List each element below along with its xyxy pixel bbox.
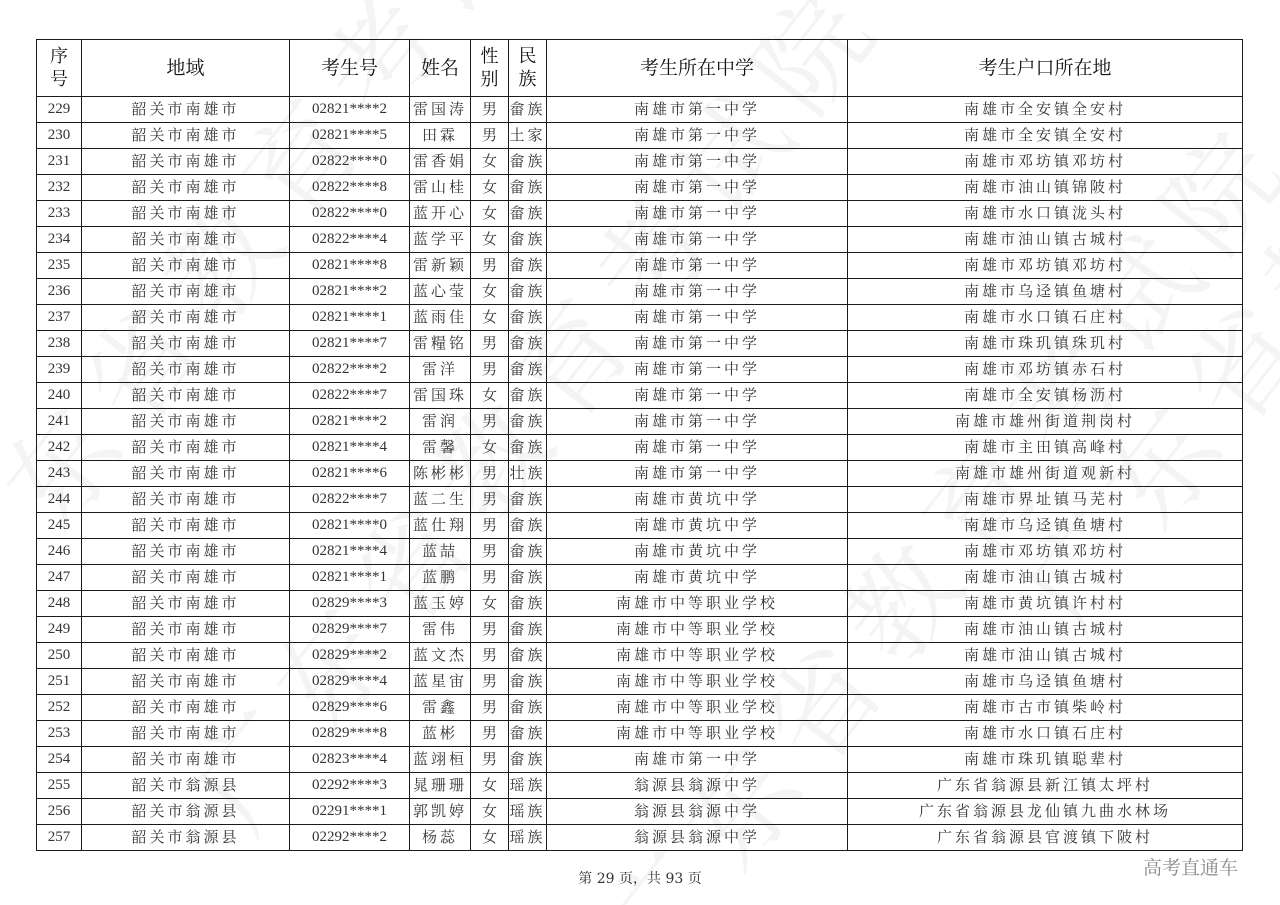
cell-name: 蓝玉婷	[410, 591, 471, 617]
header-hukou: 考生户口所在地	[848, 40, 1243, 97]
cell-index: 253	[37, 721, 82, 747]
cell-gender: 女	[471, 227, 509, 253]
candidate-table	[36, 39, 1243, 851]
cell-ethnicity: 畲族	[509, 539, 547, 565]
cell-exam-no: 02822****7	[290, 383, 410, 409]
cell-hukou: 南雄市水口镇石庄村	[848, 721, 1243, 747]
cell-gender: 女	[471, 149, 509, 175]
table-row	[37, 175, 1243, 201]
cell-region: 韶关市南雄市	[82, 591, 290, 617]
cell-ethnicity: 畲族	[509, 201, 547, 227]
cell-name: 蓝文杰	[410, 643, 471, 669]
cell-hukou: 南雄市油山镇锦陂村	[848, 175, 1243, 201]
cell-region: 韶关市南雄市	[82, 409, 290, 435]
header-index	[37, 40, 82, 97]
cell-region: 韶关市南雄市	[82, 149, 290, 175]
cell-region: 韶关市南雄市	[82, 695, 290, 721]
cell-name: 蓝仕翔	[410, 513, 471, 539]
cell-name: 蓝开心	[410, 201, 471, 227]
table-row	[37, 409, 1243, 435]
cell-exam-no: 02821****4	[290, 539, 410, 565]
table-body	[37, 97, 1243, 851]
cell-exam-no: 02829****7	[290, 617, 410, 643]
cell-gender: 男	[471, 747, 509, 773]
header-index-line1: 序	[50, 46, 68, 67]
cell-ethnicity: 畲族	[509, 357, 547, 383]
cell-gender: 女	[471, 201, 509, 227]
cell-school: 南雄市黄坑中学	[547, 513, 848, 539]
cell-gender: 女	[471, 591, 509, 617]
cell-hukou: 南雄市乌迳镇鱼塘村	[848, 279, 1243, 305]
cell-index: 246	[37, 539, 82, 565]
cell-index: 250	[37, 643, 82, 669]
cell-region: 韶关市南雄市	[82, 669, 290, 695]
cell-index: 229	[37, 97, 82, 123]
cell-exam-no: 02821****1	[290, 305, 410, 331]
cell-region: 韶关市南雄市	[82, 487, 290, 513]
cell-school: 南雄市第一中学	[547, 331, 848, 357]
table-row	[37, 461, 1243, 487]
cell-hukou: 南雄市水口镇石庄村	[848, 305, 1243, 331]
cell-exam-no: 02822****7	[290, 487, 410, 513]
cell-gender: 女	[471, 383, 509, 409]
header-gender	[471, 40, 509, 97]
table-header-row	[37, 40, 1243, 97]
table-row	[37, 591, 1243, 617]
cell-name: 晁珊珊	[410, 773, 471, 799]
table-row	[37, 799, 1243, 825]
table-row	[37, 695, 1243, 721]
cell-name: 雷伟	[410, 617, 471, 643]
cell-region: 韶关市南雄市	[82, 383, 290, 409]
cell-gender: 女	[471, 305, 509, 331]
cell-hukou: 南雄市雄州街道荆岗村	[848, 409, 1243, 435]
cell-ethnicity: 瑶族	[509, 773, 547, 799]
cell-school: 南雄市中等职业学校	[547, 591, 848, 617]
cell-gender: 男	[471, 669, 509, 695]
table-row	[37, 565, 1243, 591]
cell-exam-no: 02829****3	[290, 591, 410, 617]
cell-ethnicity: 土家	[509, 123, 547, 149]
cell-gender: 男	[471, 97, 509, 123]
cell-index: 234	[37, 227, 82, 253]
cell-gender: 男	[471, 253, 509, 279]
cell-gender: 男	[471, 539, 509, 565]
cell-region: 韶关市南雄市	[82, 279, 290, 305]
cell-ethnicity: 畲族	[509, 383, 547, 409]
cell-hukou: 南雄市黄坑镇许村村	[848, 591, 1243, 617]
header-gender-line2: 别	[480, 69, 499, 90]
cell-hukou: 南雄市邓坊镇赤石村	[848, 357, 1243, 383]
cell-index: 241	[37, 409, 82, 435]
table-row	[37, 201, 1243, 227]
cell-name: 蓝喆	[410, 539, 471, 565]
cell-exam-no: 02821****2	[290, 279, 410, 305]
cell-hukou: 南雄市雄州街道观新村	[848, 461, 1243, 487]
cell-school: 南雄市第一中学	[547, 305, 848, 331]
table-row	[37, 539, 1243, 565]
cell-region: 韶关市南雄市	[82, 305, 290, 331]
cell-index: 237	[37, 305, 82, 331]
cell-exam-no: 02821****5	[290, 123, 410, 149]
cell-school: 南雄市第一中学	[547, 461, 848, 487]
cell-name: 雷国珠	[410, 383, 471, 409]
cell-ethnicity: 畲族	[509, 305, 547, 331]
cell-school: 南雄市中等职业学校	[547, 617, 848, 643]
table-row	[37, 305, 1243, 331]
header-ethnicity-line1: 民	[518, 46, 537, 67]
cell-school: 南雄市第一中学	[547, 97, 848, 123]
cell-school: 南雄市第一中学	[547, 175, 848, 201]
cell-gender: 男	[471, 695, 509, 721]
cell-ethnicity: 畲族	[509, 409, 547, 435]
cell-region: 韶关市南雄市	[82, 435, 290, 461]
cell-index: 252	[37, 695, 82, 721]
cell-ethnicity: 畲族	[509, 175, 547, 201]
cell-region: 韶关市南雄市	[82, 461, 290, 487]
cell-name: 郭凯婷	[410, 799, 471, 825]
cell-hukou: 南雄市油山镇古城村	[848, 643, 1243, 669]
cell-hukou: 南雄市邓坊镇邓坊村	[848, 149, 1243, 175]
table-row	[37, 331, 1243, 357]
cell-exam-no: 02821****2	[290, 97, 410, 123]
cell-gender: 男	[471, 409, 509, 435]
cell-exam-no: 02292****3	[290, 773, 410, 799]
cell-ethnicity: 畲族	[509, 149, 547, 175]
cell-school: 南雄市第一中学	[547, 383, 848, 409]
cell-region: 韶关市南雄市	[82, 513, 290, 539]
cell-exam-no: 02822****8	[290, 175, 410, 201]
cell-hukou: 南雄市全安镇全安村	[848, 97, 1243, 123]
cell-exam-no: 02821****6	[290, 461, 410, 487]
cell-index: 257	[37, 825, 82, 851]
cell-index: 255	[37, 773, 82, 799]
cell-exam-no: 02829****2	[290, 643, 410, 669]
cell-school: 南雄市黄坑中学	[547, 487, 848, 513]
table-row	[37, 643, 1243, 669]
table-row	[37, 97, 1243, 123]
cell-name: 雷山桂	[410, 175, 471, 201]
table-row	[37, 669, 1243, 695]
cell-hukou: 南雄市乌迳镇鱼塘村	[848, 513, 1243, 539]
cell-exam-no: 02829****4	[290, 669, 410, 695]
cell-region: 韶关市南雄市	[82, 97, 290, 123]
cell-name: 蓝彬	[410, 721, 471, 747]
cell-region: 韶关市南雄市	[82, 175, 290, 201]
cell-region: 韶关市翁源县	[82, 799, 290, 825]
cell-school: 南雄市黄坑中学	[547, 565, 848, 591]
cell-index: 232	[37, 175, 82, 201]
cell-hukou: 南雄市油山镇古城村	[848, 617, 1243, 643]
cell-ethnicity: 畲族	[509, 643, 547, 669]
cell-gender: 女	[471, 825, 509, 851]
cell-name: 田霖	[410, 123, 471, 149]
cell-region: 韶关市南雄市	[82, 201, 290, 227]
cell-name: 雷糧铭	[410, 331, 471, 357]
cell-name: 雷国涛	[410, 97, 471, 123]
cell-hukou: 南雄市油山镇古城村	[848, 565, 1243, 591]
cell-ethnicity: 畲族	[509, 227, 547, 253]
cell-gender: 男	[471, 461, 509, 487]
cell-index: 239	[37, 357, 82, 383]
table-row	[37, 227, 1243, 253]
cell-name: 蓝二生	[410, 487, 471, 513]
cell-exam-no: 02292****2	[290, 825, 410, 851]
table-row	[37, 747, 1243, 773]
cell-hukou: 南雄市邓坊镇邓坊村	[848, 253, 1243, 279]
cell-ethnicity: 畲族	[509, 487, 547, 513]
cell-ethnicity: 畲族	[509, 669, 547, 695]
cell-index: 235	[37, 253, 82, 279]
table-row	[37, 825, 1243, 851]
table-row	[37, 253, 1243, 279]
cell-hukou: 南雄市珠玑镇珠玑村	[848, 331, 1243, 357]
header-region: 地域	[82, 40, 290, 97]
cell-name: 蓝学平	[410, 227, 471, 253]
cell-school: 南雄市第一中学	[547, 149, 848, 175]
cell-school: 翁源县翁源中学	[547, 773, 848, 799]
cell-gender: 男	[471, 357, 509, 383]
header-name: 姓名	[410, 40, 471, 97]
cell-name: 雷洋	[410, 357, 471, 383]
cell-index: 247	[37, 565, 82, 591]
cell-hukou: 南雄市珠玑镇聪辈村	[848, 747, 1243, 773]
table-row	[37, 435, 1243, 461]
cell-name: 雷新颖	[410, 253, 471, 279]
cell-region: 韶关市南雄市	[82, 123, 290, 149]
header-ethnicity	[509, 40, 547, 97]
cell-school: 南雄市第一中学	[547, 435, 848, 461]
cell-name: 蓝星宙	[410, 669, 471, 695]
cell-ethnicity: 畲族	[509, 565, 547, 591]
cell-gender: 男	[471, 643, 509, 669]
cell-ethnicity: 畲族	[509, 97, 547, 123]
cell-hukou: 南雄市水口镇泷头村	[848, 201, 1243, 227]
page-indicator: 第 29 页，共 93 页	[578, 871, 702, 887]
cell-school: 南雄市第一中学	[547, 123, 848, 149]
cell-index: 242	[37, 435, 82, 461]
table-row	[37, 123, 1243, 149]
cell-ethnicity: 畲族	[509, 513, 547, 539]
cell-ethnicity: 畲族	[509, 253, 547, 279]
cell-school: 南雄市第一中学	[547, 357, 848, 383]
cell-hukou: 广东省翁源县龙仙镇九曲水林场	[848, 799, 1243, 825]
cell-region: 韶关市南雄市	[82, 617, 290, 643]
table-row	[37, 773, 1243, 799]
cell-exam-no: 02821****2	[290, 409, 410, 435]
cell-region: 韶关市南雄市	[82, 357, 290, 383]
cell-region: 韶关市南雄市	[82, 331, 290, 357]
cell-region: 韶关市南雄市	[82, 565, 290, 591]
cell-school: 翁源县翁源中学	[547, 825, 848, 851]
cell-region: 韶关市南雄市	[82, 643, 290, 669]
cell-name: 雷润	[410, 409, 471, 435]
cell-exam-no: 02821****0	[290, 513, 410, 539]
cell-exam-no: 02822****0	[290, 149, 410, 175]
cell-ethnicity: 壮族	[509, 461, 547, 487]
cell-name: 蓝雨佳	[410, 305, 471, 331]
table-row	[37, 383, 1243, 409]
cell-gender: 女	[471, 175, 509, 201]
cell-exam-no: 02821****4	[290, 435, 410, 461]
cell-gender: 男	[471, 487, 509, 513]
cell-hukou: 南雄市主田镇高峰村	[848, 435, 1243, 461]
cell-gender: 女	[471, 435, 509, 461]
cell-gender: 男	[471, 565, 509, 591]
cell-name: 杨蕊	[410, 825, 471, 851]
cell-ethnicity: 畲族	[509, 331, 547, 357]
cell-gender: 女	[471, 773, 509, 799]
cell-hukou: 南雄市邓坊镇邓坊村	[848, 539, 1243, 565]
table-row	[37, 487, 1243, 513]
table-row	[37, 513, 1243, 539]
cell-exam-no: 02829****6	[290, 695, 410, 721]
cell-index: 244	[37, 487, 82, 513]
cell-hukou: 广东省翁源县新江镇太坪村	[848, 773, 1243, 799]
cell-name: 雷鑫	[410, 695, 471, 721]
cell-hukou: 广东省翁源县官渡镇下陂村	[848, 825, 1243, 851]
cell-exam-no: 02821****8	[290, 253, 410, 279]
header-ethnicity-line2: 族	[518, 69, 537, 90]
cell-ethnicity: 畲族	[509, 279, 547, 305]
cell-school: 南雄市第一中学	[547, 279, 848, 305]
cell-index: 249	[37, 617, 82, 643]
cell-index: 251	[37, 669, 82, 695]
header-index-line2: 号	[50, 69, 68, 90]
cell-school: 南雄市中等职业学校	[547, 721, 848, 747]
cell-hukou: 南雄市全安镇全安村	[848, 123, 1243, 149]
cell-name: 蓝翊桓	[410, 747, 471, 773]
cell-hukou: 南雄市全安镇杨沥村	[848, 383, 1243, 409]
cell-index: 230	[37, 123, 82, 149]
cell-region: 韶关市南雄市	[82, 227, 290, 253]
cell-ethnicity: 瑶族	[509, 825, 547, 851]
cell-hukou: 南雄市乌迳镇鱼塘村	[848, 669, 1243, 695]
table-row	[37, 357, 1243, 383]
cell-school: 南雄市第一中学	[547, 747, 848, 773]
header-exam-no: 考生号	[290, 40, 410, 97]
cell-ethnicity: 畲族	[509, 435, 547, 461]
cell-gender: 女	[471, 279, 509, 305]
cell-exam-no: 02291****1	[290, 799, 410, 825]
cell-school: 南雄市第一中学	[547, 253, 848, 279]
cell-gender: 男	[471, 513, 509, 539]
cell-region: 韶关市南雄市	[82, 253, 290, 279]
cell-school: 南雄市第一中学	[547, 409, 848, 435]
cell-hukou: 南雄市古市镇柴岭村	[848, 695, 1243, 721]
cell-school: 南雄市第一中学	[547, 227, 848, 253]
cell-name: 蓝心莹	[410, 279, 471, 305]
cell-index: 231	[37, 149, 82, 175]
cell-ethnicity: 畲族	[509, 617, 547, 643]
cell-index: 238	[37, 331, 82, 357]
cell-gender: 女	[471, 799, 509, 825]
cell-index: 236	[37, 279, 82, 305]
cell-exam-no: 02821****1	[290, 565, 410, 591]
cell-exam-no: 02829****8	[290, 721, 410, 747]
cell-ethnicity: 畲族	[509, 591, 547, 617]
table-row	[37, 617, 1243, 643]
cell-school: 翁源县翁源中学	[547, 799, 848, 825]
cell-name: 雷香娟	[410, 149, 471, 175]
cell-gender: 男	[471, 721, 509, 747]
cell-school: 南雄市中等职业学校	[547, 669, 848, 695]
cell-hukou: 南雄市界址镇马芜村	[848, 487, 1243, 513]
cell-school: 南雄市第一中学	[547, 201, 848, 227]
cell-index: 243	[37, 461, 82, 487]
cell-exam-no: 02822****4	[290, 227, 410, 253]
cell-index: 256	[37, 799, 82, 825]
cell-ethnicity: 瑶族	[509, 799, 547, 825]
table-row	[37, 149, 1243, 175]
cell-gender: 男	[471, 331, 509, 357]
cell-region: 韶关市南雄市	[82, 721, 290, 747]
cell-region: 韶关市翁源县	[82, 773, 290, 799]
brand-watermark: 高考直通车	[1143, 857, 1239, 879]
cell-ethnicity: 畲族	[509, 695, 547, 721]
cell-index: 245	[37, 513, 82, 539]
table-row	[37, 721, 1243, 747]
cell-exam-no: 02822****0	[290, 201, 410, 227]
cell-index: 254	[37, 747, 82, 773]
cell-ethnicity: 畲族	[509, 747, 547, 773]
table-row	[37, 279, 1243, 305]
cell-exam-no: 02821****7	[290, 331, 410, 357]
cell-index: 233	[37, 201, 82, 227]
cell-school: 南雄市黄坑中学	[547, 539, 848, 565]
header-gender-line1: 性	[480, 46, 499, 67]
cell-hukou: 南雄市油山镇古城村	[848, 227, 1243, 253]
header-school: 考生所在中学	[547, 40, 848, 97]
cell-region: 韶关市南雄市	[82, 747, 290, 773]
cell-exam-no: 02823****4	[290, 747, 410, 773]
cell-index: 240	[37, 383, 82, 409]
cell-gender: 男	[471, 123, 509, 149]
cell-index: 248	[37, 591, 82, 617]
cell-school: 南雄市中等职业学校	[547, 695, 848, 721]
cell-ethnicity: 畲族	[509, 721, 547, 747]
cell-name: 雷馨	[410, 435, 471, 461]
cell-school: 南雄市中等职业学校	[547, 643, 848, 669]
cell-region: 韶关市翁源县	[82, 825, 290, 851]
cell-region: 韶关市南雄市	[82, 539, 290, 565]
cell-gender: 男	[471, 617, 509, 643]
cell-exam-no: 02822****2	[290, 357, 410, 383]
cell-name: 蓝鹏	[410, 565, 471, 591]
cell-name: 陈彬彬	[410, 461, 471, 487]
